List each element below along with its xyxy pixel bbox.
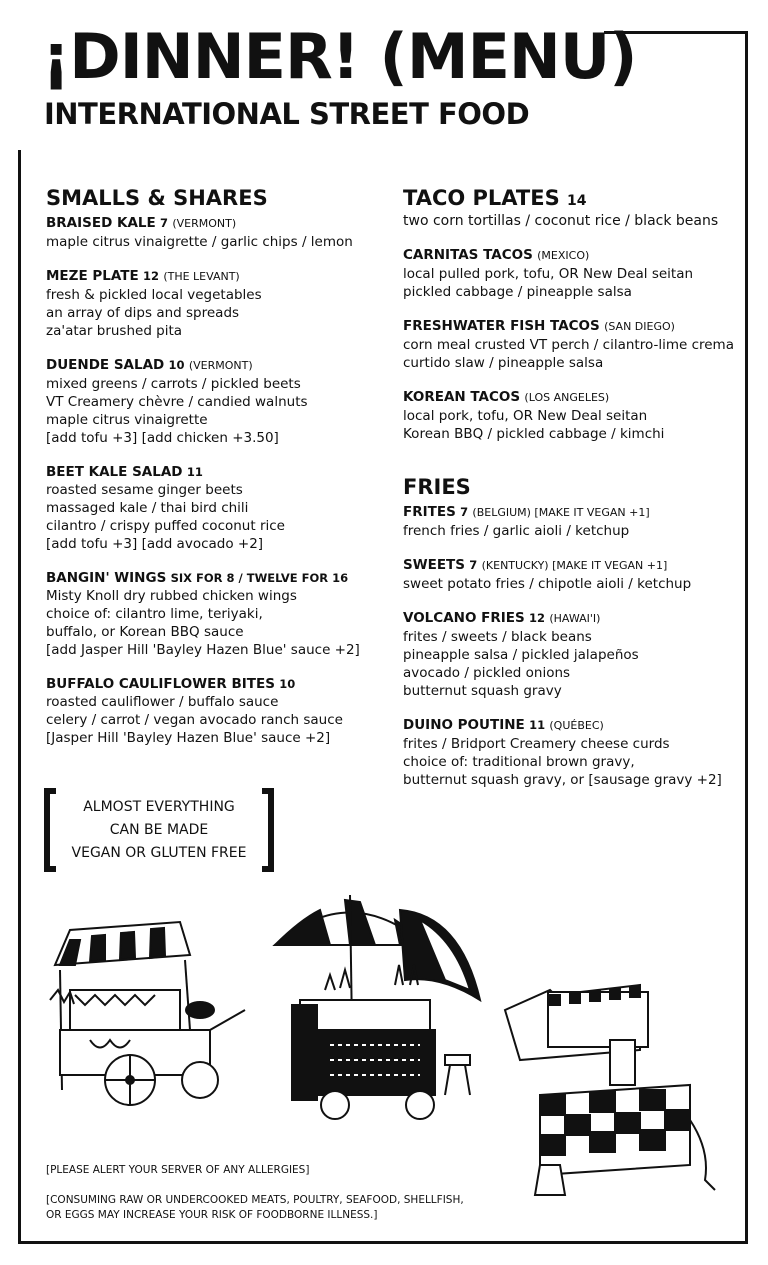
menu-item-region: (THE LEVANT) — [163, 270, 240, 284]
menu-item-description: maple citrus vinaigrette / garlic chips / lemon — [46, 234, 353, 251]
menu-item-description: pineapple salsa / pickled jalapeños — [403, 647, 639, 664]
menu-item-price: 12 — [143, 269, 160, 284]
menu-item-price: 7 — [469, 558, 478, 573]
menu-item-header — [46, 463, 386, 481]
menu-item — [46, 463, 386, 553]
menu-item-header — [403, 503, 748, 522]
menu-item-name: CARNITAS TACOS — [403, 247, 533, 264]
menu-item-name: BANGIN' WINGS — [46, 570, 167, 587]
foodborne-notice-line: OR EGGS MAY INCREASE YOUR RISK OF FOODBORNE ILLNESS.] — [46, 1209, 378, 1221]
menu-item-name: FRITES — [403, 504, 456, 521]
menu-item-header — [403, 556, 748, 575]
menu-item-description: Misty Knoll dry rubbed chicken wings — [46, 588, 297, 605]
menu-item-name: VOLCANO FRIES — [403, 610, 525, 627]
menu-item-description: cilantro / crispy puffed coconut rice — [46, 518, 285, 535]
menu-item-header — [403, 388, 748, 407]
menu-item-header — [403, 716, 748, 735]
menu-item-description: buffalo, or Korean BBQ sauce — [46, 624, 244, 641]
menu-item-price: 10 — [279, 677, 296, 692]
allergy-notice: [PLEASE ALERT YOUR SERVER OF ANY ALLERGIES] — [46, 1164, 310, 1176]
menu-item-description: corn meal crusted VT perch / cilantro-lime crema — [403, 337, 734, 354]
menu-item-region: (QUÉBEC) — [549, 719, 604, 733]
menu-item — [46, 356, 386, 447]
right-column — [403, 186, 748, 789]
section-heading: FRIES — [403, 475, 471, 500]
street-food-illustrations — [0, 880, 768, 1210]
menu-item-description: local pork, tofu, OR New Deal seitan — [403, 408, 648, 425]
menu-item-description: roasted sesame ginger beets — [46, 482, 243, 499]
menu-item — [46, 675, 386, 747]
illustrations-svg — [0, 880, 768, 1210]
menu-item-region: (SAN DIEGO) — [604, 320, 675, 334]
menu-item-name: FRESHWATER FISH TACOS — [403, 318, 600, 335]
umbrella-stand-illustration — [275, 895, 480, 1119]
menu-item-header — [403, 246, 748, 265]
section-heading — [403, 186, 748, 210]
foodborne-illness-notice — [46, 1193, 464, 1223]
menu-item-header — [46, 569, 386, 587]
menu-item-description: massaged kale / thai bird chili — [46, 500, 249, 517]
menu-item-description: [add tofu +3] [add avocado +2] — [46, 536, 264, 553]
menu-item — [403, 503, 748, 540]
menu-item — [403, 609, 748, 700]
menu-item-name: BRAISED KALE — [46, 215, 156, 232]
menu-title: ¡DINNER! (MENU) — [42, 20, 637, 93]
section-heading: SMALLS & SHARES — [46, 186, 268, 210]
menu-item-name: DUENDE SALAD — [46, 357, 165, 374]
tacos-items — [403, 246, 748, 443]
menu-item-description: [add tofu +3] [add chicken +3.50] — [46, 430, 279, 447]
menu-item-header — [46, 267, 386, 286]
section-description: two corn tortillas / coconut rice / black beans — [403, 213, 719, 230]
vegan-note — [44, 788, 274, 872]
menu-item — [46, 214, 386, 251]
fries-items — [403, 503, 748, 789]
smalls-items — [46, 214, 386, 747]
menu-item-name: BUFFALO CAULIFLOWER BITES — [46, 676, 275, 693]
menu-item-name: BEET KALE SALAD — [46, 464, 183, 481]
kebab-stand-illustration — [505, 985, 715, 1195]
menu-item-description: fresh & pickled local vegetables — [46, 287, 262, 304]
menu-item-description: Korean BBQ / pickled cabbage / kimchi — [403, 426, 665, 443]
menu-item-name: SWEETS — [403, 557, 465, 574]
menu-item-name: DUINO POUTINE — [403, 717, 525, 734]
menu-item-description: curtido slaw / pineapple salsa — [403, 355, 604, 372]
menu-item-description: an array of dips and spreads — [46, 305, 240, 322]
menu-item-name: MEZE PLATE — [46, 268, 139, 285]
vegan-note-text — [44, 796, 274, 865]
menu-item-description: VT Creamery chèvre / candied walnuts — [46, 394, 308, 411]
menu-item-region: (BELGIUM) [MAKE IT VEGAN +1] — [472, 506, 650, 520]
menu-item — [403, 716, 748, 789]
menu-item-name: KOREAN TACOS — [403, 389, 521, 406]
vegan-note-line: VEGAN OR GLUTEN FREE — [71, 845, 247, 861]
smalls-section — [46, 186, 386, 747]
menu-item-description: avocado / pickled onions — [403, 665, 571, 682]
menu-item-price: 11 — [529, 718, 546, 733]
menu-item-description: sweet potato fries / chipotle aioli / ketchup — [403, 576, 692, 593]
menu-item-region: (VERMONT) — [188, 359, 253, 373]
fries-section — [403, 475, 748, 789]
menu-item-region: (HAWAI'I) — [549, 612, 601, 626]
menu-item-price: 7 — [160, 216, 169, 231]
section-title: TACO PLATES — [403, 186, 560, 210]
menu-item — [46, 267, 386, 340]
menu-item-description: french fries / garlic aioli / ketchup — [403, 523, 630, 540]
menu-item-description: butternut squash gravy — [403, 683, 562, 700]
menu-item-description: butternut squash gravy, or [sausage gravy +2] — [403, 772, 722, 789]
menu-item — [46, 569, 386, 659]
foodborne-notice-line: [CONSUMING RAW OR UNDERCOOKED MEATS, POULTRY, SEAFOOD, SHELLFISH, — [46, 1194, 464, 1206]
menu-item-description: pickled cabbage / pineapple salsa — [403, 284, 632, 301]
menu-item-region: (VERMONT) — [172, 217, 237, 231]
tacos-section — [403, 186, 748, 443]
menu-item-header — [46, 214, 386, 233]
menu-item-price: SIX FOR 8 / TWELVE FOR 16 — [170, 571, 349, 586]
menu-item-description: maple citrus vinaigrette — [46, 412, 208, 429]
menu-subtitle: INTERNATIONAL STREET FOOD — [44, 97, 530, 131]
menu-item-region: (MEXICO) — [537, 249, 590, 263]
menu-item-price: 10 — [168, 358, 185, 373]
menu-item-description: celery / carrot / vegan avocado ranch sauce — [46, 712, 343, 729]
menu-item-region: (LOS ANGELES) — [524, 391, 610, 405]
menu-item-region: (KENTUCKY) [MAKE IT VEGAN +1] — [481, 559, 668, 573]
menu-item-price: 7 — [460, 505, 469, 520]
menu-item — [403, 246, 748, 301]
menu-item-header — [46, 675, 386, 693]
menu-item-description: local pulled pork, tofu, OR New Deal seitan — [403, 266, 694, 283]
menu-item — [403, 556, 748, 593]
menu-item-price: 12 — [529, 611, 546, 626]
menu-item-description: frites / sweets / black beans — [403, 629, 592, 646]
food-cart-illustration — [50, 922, 245, 1105]
menu-item-description: choice of: cilantro lime, teriyaki, — [46, 606, 263, 623]
menu-item-header — [403, 609, 748, 628]
vegan-note-line: CAN BE MADE — [109, 822, 209, 838]
frame-border-bottom — [18, 1241, 748, 1244]
section-price: 14 — [567, 193, 587, 209]
menu-item-description: frites / Bridport Creamery cheese curds — [403, 736, 670, 753]
menu-item-header — [403, 317, 748, 336]
vegan-note-line: ALMOST EVERYTHING — [83, 799, 235, 815]
menu-item-description: choice of: traditional brown gravy, — [403, 754, 635, 771]
menu-item — [403, 317, 748, 372]
menu-item — [403, 388, 748, 443]
menu-item-description: roasted cauliflower / buffalo sauce — [46, 694, 279, 711]
menu-item-description: mixed greens / carrots / pickled beets — [46, 376, 301, 393]
menu-item-description: za'atar brushed pita — [46, 323, 183, 340]
menu-item-description: [Jasper Hill 'Bayley Hazen Blue' sauce +2] — [46, 730, 331, 747]
menu-item-header — [46, 356, 386, 375]
menu-item-description: [add Jasper Hill 'Bayley Hazen Blue' sauce +2] — [46, 642, 360, 659]
menu-item-price: 11 — [186, 465, 203, 480]
